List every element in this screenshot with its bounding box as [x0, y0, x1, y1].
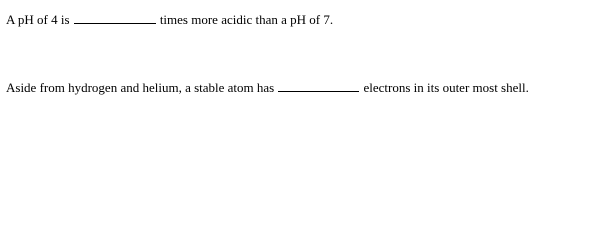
question-2-text-before: Aside from hydrogen and helium, a stable atom has — [6, 80, 275, 95]
question-2-text-after: electrons in its outer most shell. — [360, 80, 529, 95]
question-2-answer-blank[interactable] — [278, 79, 359, 92]
question-1-text-before: A pH of 4 is — [6, 12, 70, 27]
question-1-text-after: times more acidic than a pH of 7. — [156, 12, 334, 27]
question-2 — [6, 79, 529, 96]
question-1 — [6, 11, 333, 28]
question-1-answer-blank[interactable] — [74, 11, 156, 24]
